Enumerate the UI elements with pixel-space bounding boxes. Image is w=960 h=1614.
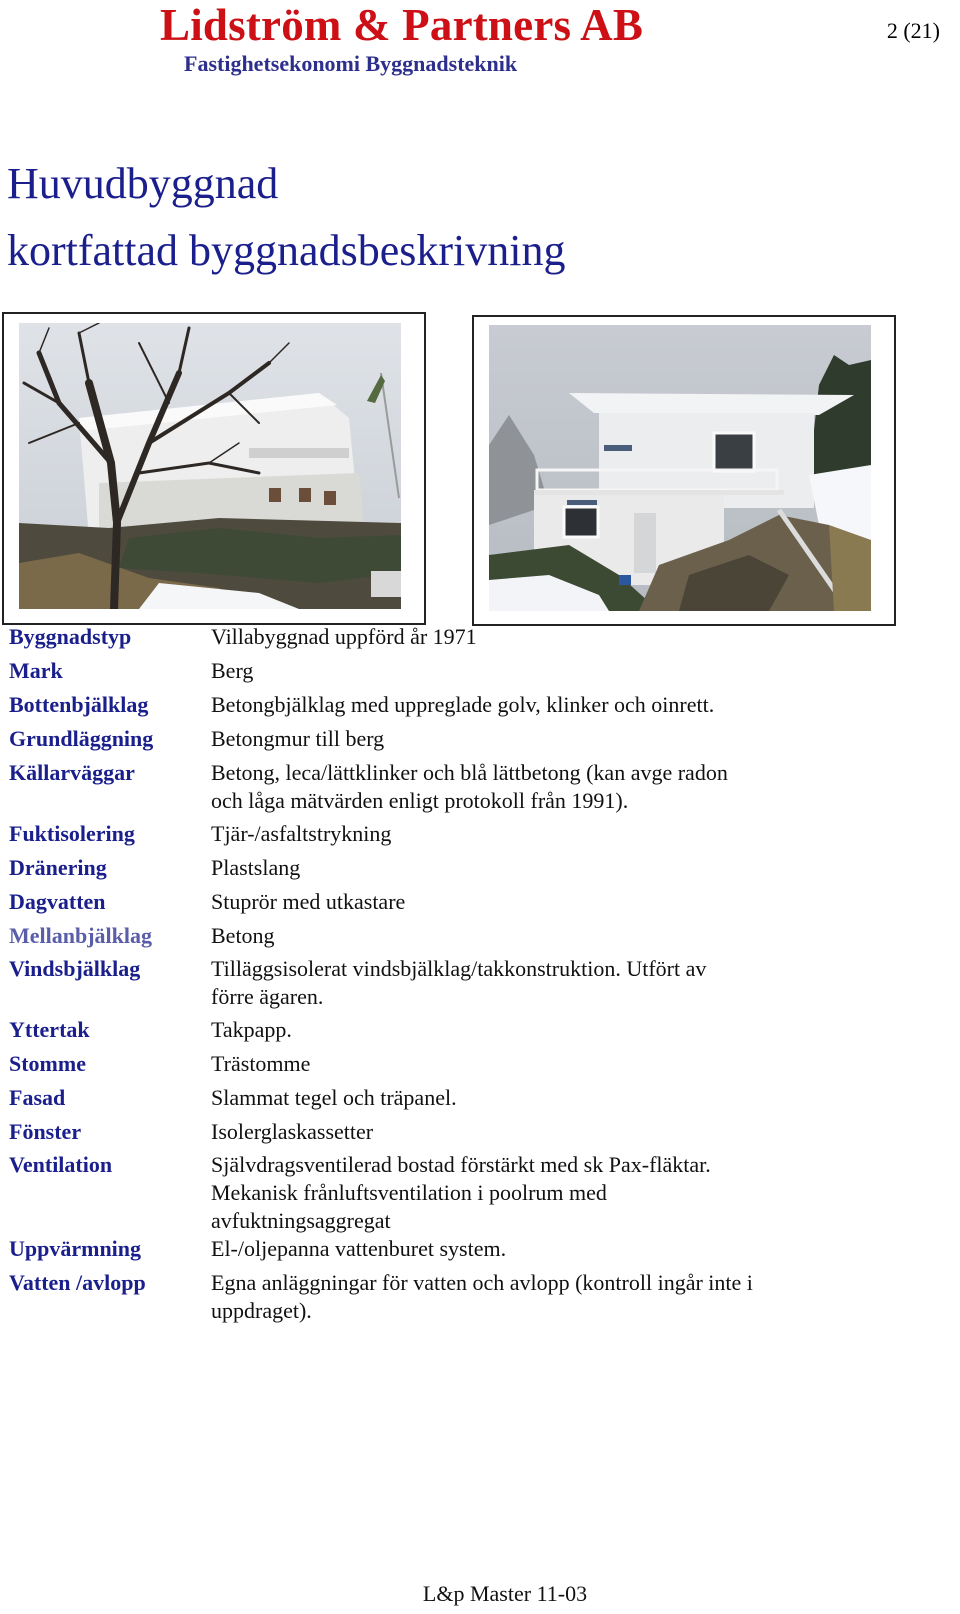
spec-label: Grundläggning (9, 726, 154, 751)
spec-value: Mekanisk frånluftsventilation i poolrum med (211, 1180, 607, 1205)
spec-value: uppdraget). (211, 1298, 312, 1323)
spec-value: Tilläggsisolerat vindsbjälklag/takkonstruktion. Utfört av (211, 956, 707, 981)
spec-value: Trästomme (211, 1051, 311, 1076)
spec-value: Plastslang (211, 855, 301, 880)
company-tagline: Fastighetsekonomi Byggnadsteknik (184, 51, 518, 76)
spec-label: Källarväggar (9, 760, 135, 785)
house-photo-left-image (19, 323, 401, 609)
spec-value: Slammat tegel och träpanel. (211, 1085, 457, 1110)
spec-value: Självdragsventilerad bostad förstärkt med sk Pax-fläktar. (211, 1152, 711, 1177)
spec-value: Betong (211, 923, 275, 948)
spec-label: Fuktisolering (9, 821, 135, 846)
spec-label: Fasad (9, 1085, 66, 1110)
house-photo-right-image (489, 325, 871, 611)
footer-text: L&p Master 11-03 (422, 1581, 588, 1606)
spec-label: Uppvärmning (9, 1236, 142, 1261)
spec-value: avfuktningsaggregat (211, 1208, 391, 1233)
spec-label: Ventilation (9, 1152, 113, 1177)
spec-label: Byggnadstyp (9, 624, 132, 649)
spec-value: Stuprör med utkastare (211, 889, 406, 914)
spec-value: Villabyggnad uppförd år 1971 (211, 624, 477, 649)
spec-label: Mark (9, 658, 63, 683)
footer-master (0, 1581, 960, 1607)
house-photo-left (2, 312, 426, 625)
spec-value: Betongmur till berg (211, 726, 385, 751)
spec-label: Stomme (9, 1051, 86, 1076)
page-subtitle: kortfattad byggnadsbeskrivning (7, 226, 566, 275)
spec-label: Mellanbjälklag (9, 923, 153, 948)
spec-value: Betong, leca/lättklinker och blå lättbetong (kan avge radon (211, 760, 728, 785)
spec-value: Isolerglaskassetter (211, 1119, 374, 1144)
spec-value: Berg (211, 658, 254, 683)
spec-label: Yttertak (9, 1017, 90, 1042)
spec-value: Tjär-/asfaltstrykning (211, 821, 392, 846)
spec-label: Vatten /avlopp (9, 1270, 146, 1295)
spec-value: Egna anläggningar för vatten och avlopp (kontroll ingår inte i (211, 1270, 753, 1295)
house-photo-right (472, 315, 896, 626)
page-number: 2 (21) (886, 18, 940, 43)
spec-label: Dränering (9, 855, 107, 880)
spec-value: El-/oljepanna vattenburet system. (211, 1236, 507, 1261)
spec-value: Betongbjälklag med uppreglade golv, klinker och oinrett. (211, 692, 715, 717)
spec-label: Vindsbjälklag (9, 956, 141, 981)
spec-value: förre ägaren. (211, 984, 324, 1009)
spec-label: Dagvatten (9, 889, 106, 914)
page-title: Huvudbyggnad (7, 159, 279, 208)
company-name: Lidström & Partners AB (160, 0, 644, 50)
spec-value: och låga mätvärden enligt protokoll från 1991). (211, 788, 629, 813)
spec-label: Fönster (9, 1119, 82, 1144)
spec-value: Takpapp. (211, 1017, 292, 1042)
spec-label: Bottenbjälklag (9, 692, 149, 717)
